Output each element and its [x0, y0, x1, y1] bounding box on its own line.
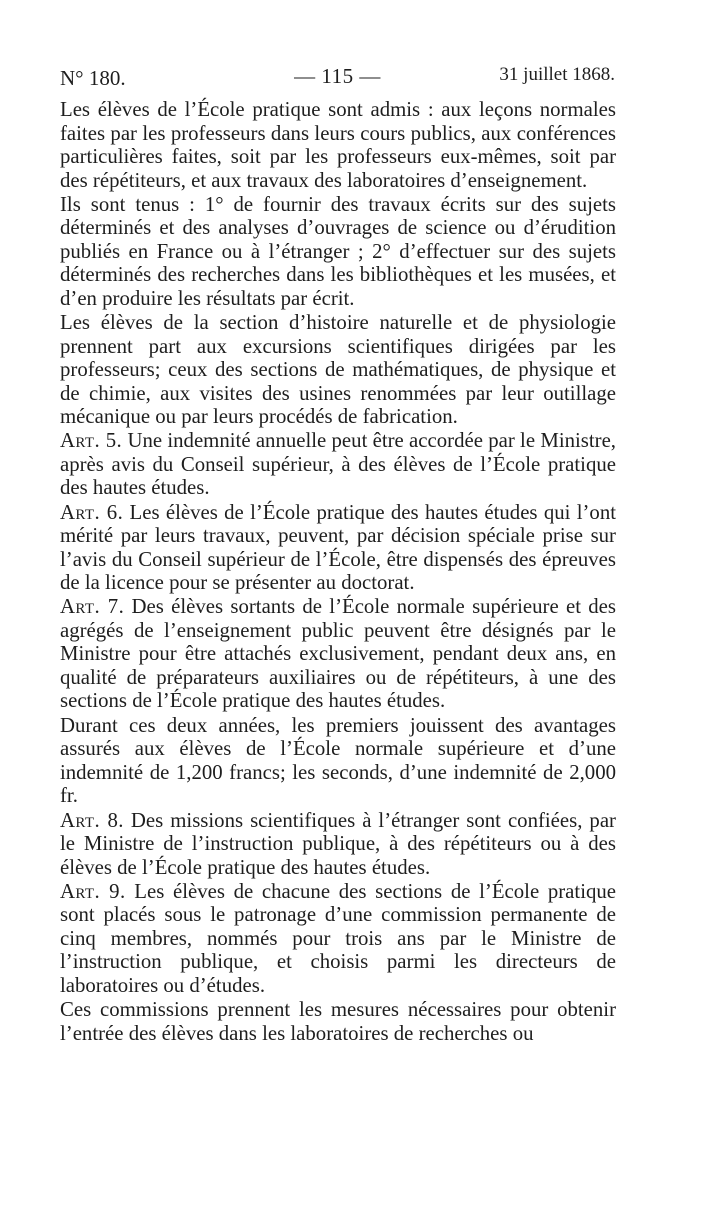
paragraph-text: Durant ces deux années, les premiers jouissent des avantages assurés aux élèves de l’École normale supérieure et d’une indemnité de 1,200 francs; les seconds, d’une indemnité de 2,000 fr. [60, 713, 616, 808]
page-header [60, 62, 615, 92]
body-text [60, 98, 616, 1045]
paragraph [60, 193, 616, 311]
page-number: — 115 — [294, 64, 381, 88]
article-paragraph [60, 809, 616, 880]
article-paragraph [60, 429, 616, 500]
article-label: Art. 9. [60, 879, 126, 903]
article-label: Art. 5. [60, 429, 123, 453]
article-paragraph [60, 595, 616, 713]
article-paragraph [60, 501, 616, 595]
paragraph-text: Des élèves sortants de l’École normale supérieure et des agrégés de l’enseignement public peuvent être désignés par le Ministre pour être attachés exclusivement, pendant deux ans, en qualité de préparateurs auxiliaires ou de répétiteurs, à une des sections de l’École pratique des hautes études. [60, 595, 616, 713]
article-label: Art. 7. [60, 595, 125, 619]
bulletin-number: N° 180. [60, 66, 126, 90]
paragraph-text: Les élèves de l’École pratique sont admis : aux leçons normales faites par les professeurs dans leurs cours publics, aux conférences particulières faites, soit par les professeurs eux-mêmes, soit par des répétiteurs, et aux travaux des laboratoires d’enseignement. [60, 98, 616, 192]
paragraph [60, 311, 616, 429]
header-date: 31 juillet 1868. [499, 64, 615, 85]
paragraph [60, 98, 616, 192]
paragraph-text: Une indemnité annuelle peut être accordée par le Ministre, après avis du Conseil supérieur, à des élèves de l’École pratique des hautes études. [60, 429, 617, 500]
paragraph-text: Les élèves de la section d’histoire naturelle et de physiologie prennent part aux excursions scientifiques dirigées par les professeurs; ceux des sections de mathématiques, de physique et de chimie, aux visites des usines renommées par leur outillage mécanique ou par leurs procédés de fabrication. [60, 311, 616, 429]
article-label: Art. 6. [60, 500, 124, 524]
paragraph-text: Les élèves de l’École pratique des hautes études qui l’ont mérité par leurs travaux, peuvent, par décision spéciale prise sur l’avis du Conseil supérieur de l’École, être dispensés des épreuves de la licence pour se présenter au doctorat. [60, 500, 616, 595]
paragraph [60, 998, 616, 1045]
paragraph-text: Ces commissions prennent les mesures nécessaires pour obtenir l’entrée des élèves dans les laboratoires de recherches ou [60, 998, 616, 1045]
article-paragraph [60, 880, 616, 998]
paragraph-text: Les élèves de chacune des sections de l’École pratique sont placés sous le patronage d’une commission permanente de cinq membres, nommés pour trois ans par le Ministre de l’instruction publique, et choisis parmi les directeurs de laboratoires ou d’études. [60, 879, 616, 997]
paragraph [60, 714, 616, 808]
article-label: Art. 8. [60, 808, 124, 832]
paragraph-text: Ils sont tenus : 1° de fournir des travaux écrits sur des sujets déterminés et des analyses d’ouvrages de science ou d’érudition publiés en France ou à l’étranger ; 2° d’effectuer sur des sujets déterminés des recherches dans les bibliothèques et les musées, et d’en produire les résultats par écrit. [60, 192, 616, 310]
paragraph-text: Des missions scientifiques à l’étranger sont confiées, par le Ministre de l’instruction publique, à des répétiteurs ou à des élèves de l’École pratique des hautes études. [60, 808, 616, 879]
